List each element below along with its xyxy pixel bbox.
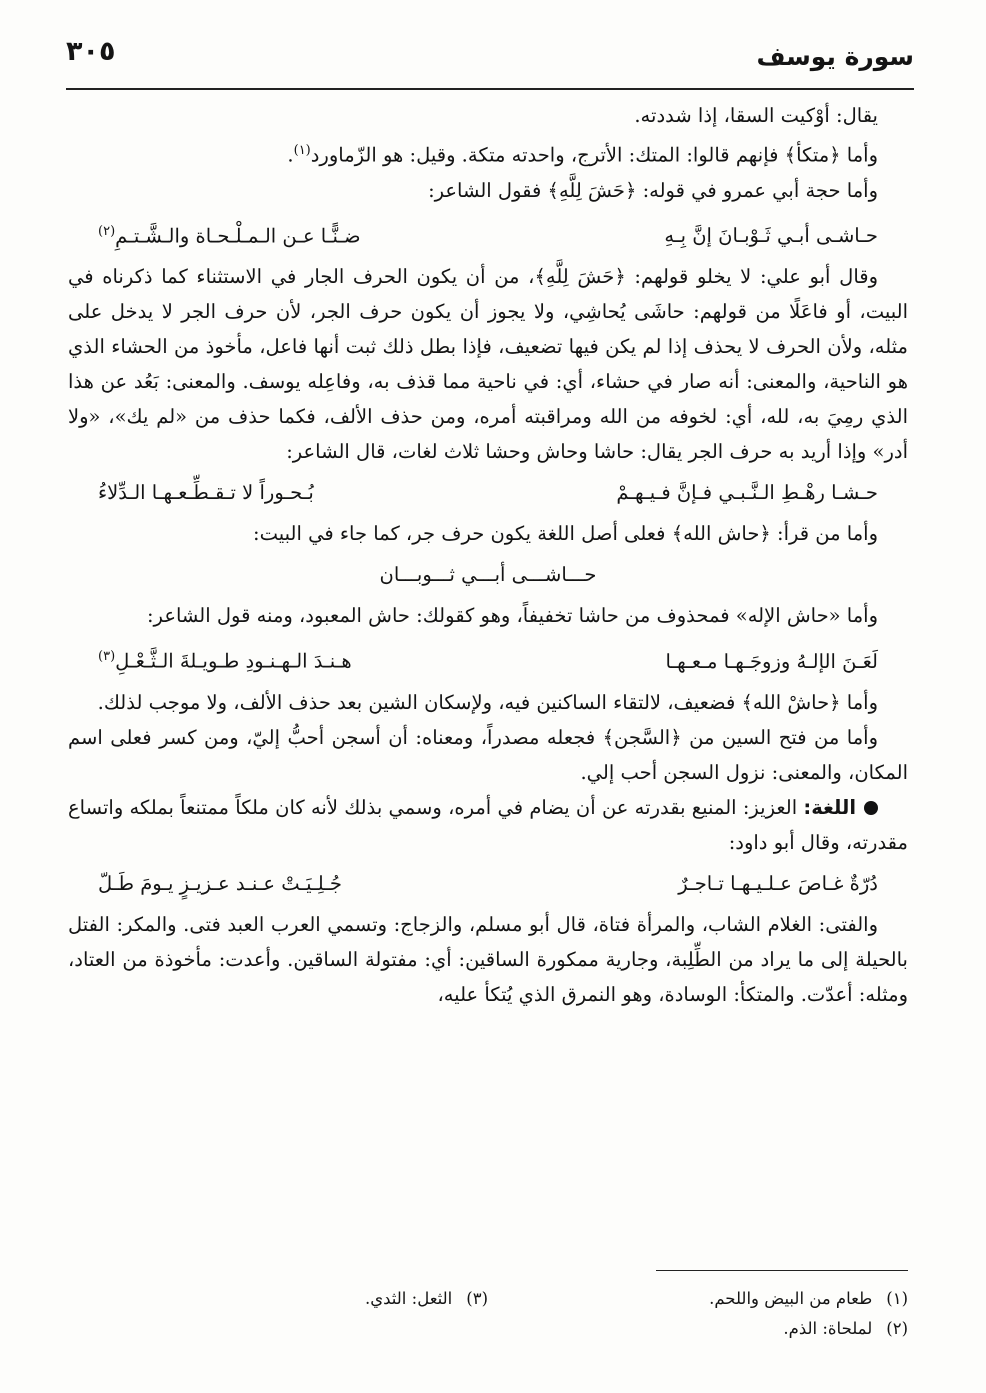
paragraph: وأما «حاش الإله» فمحذوف من حاشا تخفيفاً، وهو كقولك: حاش المعبود، ومنه قول الشاعر: [146, 604, 878, 627]
footnote-text: لملحاة: الذم. [783, 1319, 873, 1338]
footnote-number: (٣) [466, 1289, 488, 1308]
footnote-ref: (٣) [98, 649, 116, 664]
header-rule [66, 88, 914, 90]
verse-hemistich: حـــاشـــى أبـــي ثـــوبـــان [379, 563, 597, 586]
verse-hemistich-left [98, 214, 361, 254]
footnote-text: الثعل: الثدي. [364, 1289, 453, 1308]
paragraph: والفتى: الغلام الشاب، والمرأة فتاة، قال أبو مسلم، والزجاج: وتسمي العرب العبد فتى. والمكر: الفتل بالحيلة إلى ما يراد من الطِّلِبة، وجارية ممكورة الساقين: أي: مفتولة الساقين. وأعدت: مأخوذة من العتاد، ومثله: أعدّت. والمتكأ: الوسادة، وهو النمرق الذي يُتكأ عليه، [68, 912, 908, 1006]
verse-hemistich-right: دُرّةٌ غـاصَ عـلـيـهـا تـاجـرٌ [678, 871, 878, 895]
footnote-ref: (١) [293, 143, 311, 158]
footnote-row [68, 1314, 908, 1344]
verse-hemistich-right: حـشـا رهْـطِ الـنَّـبـي فـإنَّ فـيـهـمْ [616, 481, 878, 504]
footnote-3 [68, 1284, 488, 1314]
page-number: ٣٠٥ [66, 36, 116, 67]
footnote-number: (٢) [886, 1319, 908, 1338]
paragraph [68, 790, 908, 860]
verse-hemistich-left: جُـلِـيَـتْ عـنـد عـزيـزٍ يـومَ طَـلّ [98, 871, 342, 895]
paragraph: وقال أبو علي: لا يخلو قولهم: ﴿حَشَ لِلَّهِ﴾، من أن يكون الحرف الجار في الاستثناء كما ذكرناه في البيت، أو فاعَلًا من قولهم: حاشَى يُحاشِي، ولا يجوز أن يكون حرف الجر، لأن حرف الجر لا يدخل على مثله، ولأن الحرف لا يحذف إذا لم يكن فيها تضعيف، فإذا بطل ذلك ثبت أنها فاعل، مأخوذ من الحشاء الذي هو الناحية، والمعنى: أنه صار في حشاء، أي: في ناحية مما قذف به، وفاعِله يوسف. والمعنى: بَعُد عن هذا الذي رمِيَ به، لله، أي: لخوفه من الله ومراقبته أمره، ومن حذف الألف، فكما حذف من «لم يك»، «ولا أدر» وإذا أريد به حرف الجر يقال: حاشا وحاش وحشا ثلاث لغات، قال الشاعر: [68, 265, 908, 463]
footnotes [68, 1284, 908, 1344]
footnote-2 [478, 1314, 908, 1344]
body-text [68, 98, 908, 1012]
verse-hemistich-right: حـاشـى أبـي ثَـوْبـانَ إنَّ بِـهِ [664, 224, 878, 247]
footnote-rule [656, 1270, 908, 1271]
paragraph: وأما ﴿حاشْ الله﴾ فضعيف، لالتقاء الساكنين فيه، ولإسكان الشين بعد حذف الألف، ولا موجب لذلك. [97, 690, 878, 714]
paragraph: يقال: أوْكيت السقا، إذا شددته. [634, 104, 878, 127]
footnote-text: طعام من البيض واللحم. [709, 1289, 873, 1308]
verse [68, 214, 908, 254]
footnote-1 [488, 1284, 908, 1314]
verse [68, 475, 908, 510]
footnote-number: (١) [886, 1289, 908, 1308]
paragraph [68, 133, 908, 173]
footnote-ref: (٢) [98, 223, 116, 239]
paragraph-end: . [287, 143, 294, 167]
paragraph-text: العزيز: المنيع بقدرته عن أن يضام في أمره، وسمي بذلك لأنه كان ملكاً ممتنعاً بملكه واتساع مقدرته، وقال أبو داود: [68, 795, 908, 854]
bullet-icon [864, 801, 878, 815]
verse [68, 866, 908, 901]
footnote-row [68, 1284, 908, 1314]
verse-hemistich-left: بُـحـوراً لا تـقـطِّـعـهـا الـدِّلاءُ [98, 481, 314, 504]
paragraph: وأما من قرأ: ﴿حاش الله﴾ فعلى أصل اللغة يكون حرف جر، كما جاء في البيت: [253, 522, 878, 545]
verse-text: هـنـدَ الـهـنـودِ طـويـلةَ الـثَّـعْـلِ [115, 649, 352, 673]
verse-hemistich-left [98, 639, 352, 679]
surah-title: سورة يوسف [756, 42, 914, 71]
verse-hemistich-right: لَعَـنَ الإلـهُ وزوجَـهـا مـعـهـا [665, 649, 878, 673]
paragraph-text: وأما ﴿متكأ﴾ فإنهم قالوا: المتك: الأترج، واحدته متكة. وقيل: هو الزّماورد [310, 143, 878, 167]
section-term: اللغة: [803, 795, 857, 819]
paragraph: وأما من فتح السين من ﴿السَّجن﴾ فجعله مصدراً، ومعناه: أن أسجن أحبُّ إليّ، ومن كسر فعلى اسم المكان، والمعنى: نزول السجن أحب إلي. [68, 725, 908, 784]
verse [68, 557, 908, 592]
verse-text: ضـنًّـا عـن الـمـلْـحـاة والـشَّـتـمِ [115, 224, 361, 247]
paragraph: وأما حجة أبي عمرو في قوله: ﴿حَشَ لِلَّهِ﴾ فقول الشاعر: [428, 178, 878, 202]
verse [68, 639, 908, 679]
